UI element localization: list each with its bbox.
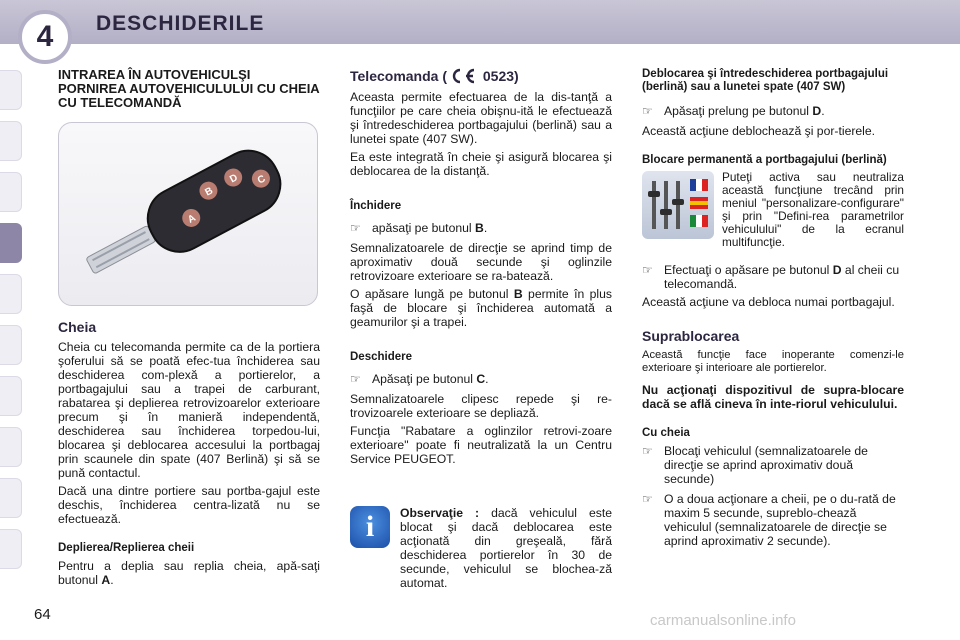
inchidere-bullet-pre: apăsaţi pe butonul [372,221,475,235]
inchidere-bullet [350,221,612,235]
suprablocarea-paragraph: Această funcţie face inoperante comenzi-le exterioare şi interioare ale portierelor. [642,349,904,374]
observatie-text [400,506,612,590]
deschidere-bullet-post: . [485,372,489,386]
telecomanda-heading-pre: Telecomanda ( [350,68,447,84]
hand-pointer-icon: ☞ [642,492,653,506]
deschidere-paragraph-2: Funcţia "Rabatare a oglinzilor retrovi-zoare exterioare" poate fi neutralizată la un Centru Service PEUGEOT. [350,424,612,466]
column-left [58,68,320,587]
key-button-d-label: D [228,172,240,186]
hand-pointer-icon: ☞ [350,372,361,386]
column-middle [350,68,612,590]
remote-key-image [58,122,318,306]
inchidere-bullet-post: . [483,221,488,235]
hand-pointer-icon: ☞ [350,221,361,235]
suprablocarea-warning: Nu acţionaţi dispozitivul de supra-blocare dacă se află cineva în inte-riorul vehiculului. [642,383,904,411]
hand-pointer-icon: ☞ [642,444,653,458]
inchidere-p2-button-ref: B [513,287,523,301]
cu-cheia-bullet-2 [642,492,904,548]
depliere-button-ref: A [101,573,111,587]
cheia-heading: Cheia [58,319,97,335]
inchidere-paragraph-2 [350,287,612,329]
settings-sliders-graphic [642,171,714,239]
suprablocarea-heading: Suprablocarea [642,328,740,344]
inchidere-button-ref: B [475,221,484,235]
blocare-button-ref: D [832,263,842,277]
blocare-text: Puteţi activa sau neutraliza această funcţiune trecând prin meniul "personalizare-configurare" şi prin "Defini-rea parametrilor vehiculului" de la ecranul multifuncţie. [722,170,904,249]
observatie-note [350,506,612,590]
blocare-paragraph: Această acţiune va debloca numai portbagajul. [642,295,895,309]
depliere-text-post: . [110,573,114,587]
ce-mark-icon [447,68,479,84]
deblocarea-paragraph: Această acţiune deblochează şi por-tierele. [642,124,876,138]
page-header [0,0,960,44]
page-number: 64 [34,606,51,623]
telecomanda-heading [350,68,612,84]
side-tabs [0,70,22,580]
deblocarea-bullet-text [664,104,825,118]
info-icon: i [350,506,390,548]
deschidere-bullet-text [372,372,489,386]
column-right [642,68,904,548]
observatie-body: dacă vehiculul este blocat şi dacă deblocarea este acţionată din greşeală, fără deschiderea portierelor în 30 de secunde, vehiculul se blochea-ză automat. [400,506,612,590]
side-tab-9[interactable] [0,478,22,518]
blocare-bullet-text [664,263,904,291]
hand-pointer-icon: ☞ [642,263,653,277]
cheia-paragraph-1: Cheia cu telecomanda permite ca de la portiera şoferului să se poată efec-tua închiderea sau deschiderea com-plexă a portierelor, a portbagajului sau a trapei de carburant, rabatarea şi deplierea retrovizoarelor exterioare precum şi în manieră independentă, deschiderea sau închiderea torpedou-lui, blocarea şi deblocarea accesului la portbagaj prin scaunele din spate (407 Berlină) şi să se pună contactul. [58,340,320,480]
side-tab-8[interactable] [0,427,22,467]
deschidere-button-ref: C [476,372,486,386]
blocare-bullet [642,263,904,291]
deschidere-bullet [350,372,612,386]
side-tab-3[interactable] [0,172,22,212]
blocare-bullet-pre: Efectuaţi o apăsare pe butonul [664,263,833,277]
chapter-title: DESCHIDERILE [96,12,265,35]
key-button-a-label: A [186,212,198,226]
key-button-c-label: C [255,173,268,187]
cu-cheia-bullet-1 [642,444,904,486]
blocare-heading: Blocare permanentă a portbagajului (berlină) [642,154,887,166]
key-button-b-label: B [203,185,215,199]
blocare-bullet-post: al cheii cu telecomandă. [664,263,900,291]
telecomanda-paragraph-2: Ea este integrată în cheie şi asigură blocarea şi deblocarea de la distanţă. [350,150,612,178]
cu-cheia-bullet-1-text: Blocaţi vehiculul (semnalizatoarele de direcţie se aprind aproximativ două secunde) [664,444,868,486]
deblocarea-button-ref: D [812,104,822,118]
observatie-label: Observaţie : [400,506,480,520]
inchidere-p2-post: permite în plus faşă de blocare şi închiderea automată a geamurilor şi a trapei. [350,287,612,329]
depliere-text [58,559,320,587]
deblocarea-bullet-post: . [821,104,825,118]
deblocarea-bullet [642,104,904,118]
inchidere-heading: Închidere [350,200,402,212]
depliere-heading: Deplierea/Replierea cheii [58,542,195,554]
side-tab-2[interactable] [0,121,22,161]
side-tab-10[interactable] [0,529,22,569]
cheia-paragraph-2: Dacă una dintre portiere sau portba-gajul este deschis, închiderea centra-lizată nu se efectuează. [58,484,320,526]
hand-pointer-icon: ☞ [642,104,653,118]
telecomanda-paragraph-1: Aceasta permite efectuarea de la dis-tanţă a funcţiilor pe care cheia obişnu-ită le efectuează şi întredeschiderea portbagajului (berlină) sau a lunetei spate (407 SW). [350,90,612,146]
deschidere-heading: Deschidere [350,351,413,363]
deblocarea-heading: Deblocarea şi întredeschiderea portbagajului (berlină) sau a lunetei spate (407 SW) [642,68,889,93]
chapter-number-badge: 4 [18,10,72,64]
inchidere-bullet-text [372,221,487,235]
side-tab-4-active[interactable] [0,223,22,263]
side-tab-5[interactable] [0,274,22,314]
side-tab-6[interactable] [0,325,22,365]
deblocarea-bullet-pre: Apăsaţi prelung pe butonul [664,104,813,118]
inchidere-paragraph-1: Semnalizatoarele de direcţie se aprind timp de aproximativ două secunde şi oglinzile retrovizoare exterioare se ra-batează. [350,241,612,283]
cu-cheia-heading: Cu cheia [642,427,690,439]
deschidere-paragraph-1: Semnalizatoarele clipesc repede şi re-trovizoarele exterioare se depliază. [350,392,612,420]
inchidere-p2-pre: O apăsare lungă pe butonul [350,287,514,301]
settings-sliders-icon [642,171,714,239]
section-title: INTRAREA ÎN AUTOVEHICULŞI PORNIREA AUTOVEHICULULUI CU CHEIA CU TELECOMANDĂ [58,67,320,110]
remote-key-icon [59,123,318,306]
side-tab-1[interactable] [0,70,22,110]
watermark-text: carmanualsonline.info [650,612,796,629]
side-tab-7[interactable] [0,376,22,416]
blocare-settings-block [642,171,904,249]
telecomanda-heading-post: 0523) [479,68,519,84]
cu-cheia-bullet-2-text: O a doua acţionare a cheii, pe o du-rată de maxim 5 secunde, supreblo-chează vehiculul (semnalizatoarele de direcţie se aprind aproximativ 2 secunde). [664,492,896,548]
deschidere-bullet-pre: Apăsaţi pe butonul [372,372,477,386]
depliere-text-pre: Pentru a deplia sau replia cheia, apă-saţi butonul [58,559,320,587]
